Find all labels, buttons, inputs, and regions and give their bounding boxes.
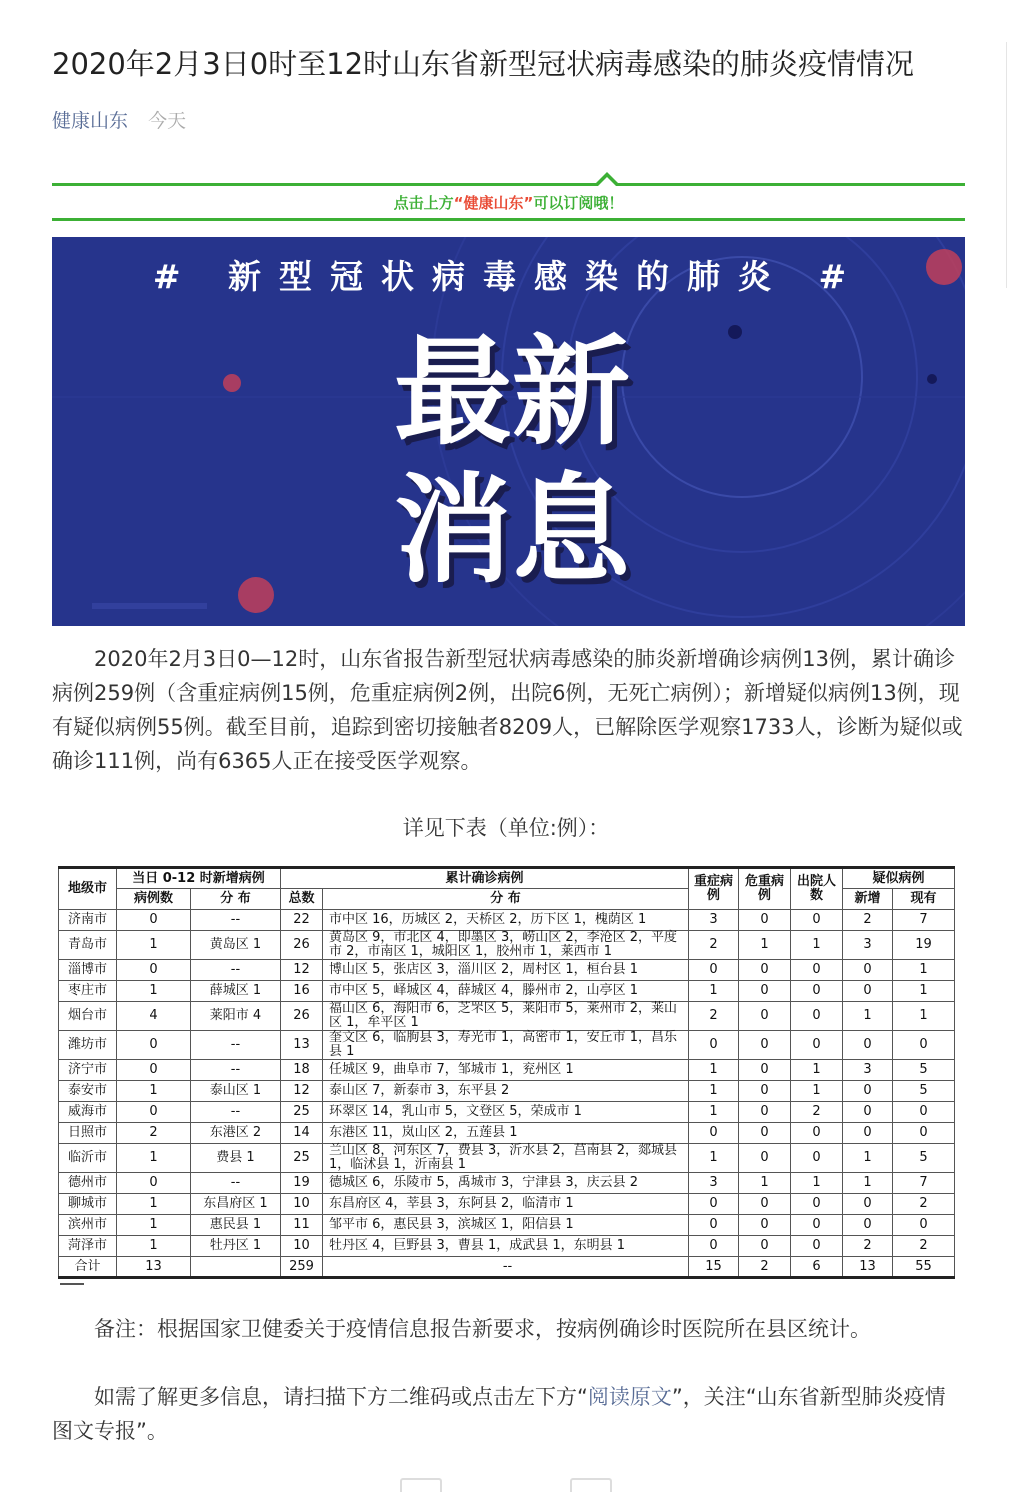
row-critical: 1 bbox=[739, 1173, 791, 1194]
row-suspect-new: 13 bbox=[843, 1257, 893, 1278]
row-cumulative-total: 18 bbox=[281, 1060, 323, 1081]
header-severe: 重症病例 bbox=[689, 868, 739, 910]
row-discharged: 2 bbox=[791, 1102, 843, 1123]
row-cumulative-distribution: 环翠区 14，乳山市 5，文登区 5，荣成市 1 bbox=[323, 1102, 689, 1123]
row-suspect-current: 0 bbox=[893, 1031, 955, 1060]
row-new-distribution: 费县 1 bbox=[191, 1144, 281, 1173]
row-cumulative-distribution: 德城区 6，乐陵市 5，禹城市 3，宁津县 3，庆云县 2 bbox=[323, 1173, 689, 1194]
row-suspect-new: 0 bbox=[843, 1081, 893, 1102]
header-suspect-current: 现有 bbox=[893, 889, 955, 910]
row-severe: 0 bbox=[689, 1236, 739, 1257]
row-cumulative-total: 10 bbox=[281, 1236, 323, 1257]
row-suspect-new: 1 bbox=[843, 1002, 893, 1031]
header-new-count: 病例数 bbox=[117, 889, 191, 910]
row-discharged: 0 bbox=[791, 1194, 843, 1215]
author-link[interactable]: 健康山东 bbox=[52, 110, 129, 132]
row-critical: 0 bbox=[739, 960, 791, 981]
row-critical: 0 bbox=[739, 1081, 791, 1102]
row-discharged: 0 bbox=[791, 1215, 843, 1236]
row-severe: 0 bbox=[689, 1215, 739, 1236]
row-new-count: 0 bbox=[117, 1031, 191, 1060]
row-critical: 0 bbox=[739, 1102, 791, 1123]
banner-image bbox=[52, 237, 965, 626]
row-new-count: 1 bbox=[117, 981, 191, 1002]
row-cumulative-total: 25 bbox=[281, 1102, 323, 1123]
row-suspect-new: 0 bbox=[843, 960, 893, 981]
row-suspect-new: 2 bbox=[843, 910, 893, 931]
row-cumulative-distribution: 任城区 9，曲阜市 7，邹城市 1，兖州区 1 bbox=[323, 1060, 689, 1081]
table-row bbox=[59, 1102, 955, 1123]
row-suspect-new: 0 bbox=[843, 1194, 893, 1215]
row-severe: 1 bbox=[689, 981, 739, 1002]
row-severe: 1 bbox=[689, 1144, 739, 1173]
row-cumulative-distribution: 奎文区 6，临朐县 3，寿光市 1，高密市 1，安丘市 1，昌乐县 1 bbox=[323, 1031, 689, 1060]
row-suspect-new: 1 bbox=[843, 1173, 893, 1194]
row-new-distribution: 惠民县 1 bbox=[191, 1215, 281, 1236]
table-row bbox=[59, 931, 955, 960]
row-suspect-new: 1 bbox=[843, 1144, 893, 1173]
row-cumulative-distribution: 博山区 5，张店区 3，淄川区 2，周村区 1，桓台县 1 bbox=[323, 960, 689, 981]
note-paragraph: 备注：根据国家卫健委关于疫情信息报告新要求，按病例确诊时医院所在县区统计。 bbox=[94, 1317, 871, 1341]
row-cumulative-total: 22 bbox=[281, 910, 323, 931]
row-critical: 0 bbox=[739, 910, 791, 931]
header-cumulative-group: 累计确诊病例 bbox=[281, 868, 689, 889]
row-city: 青岛市 bbox=[59, 931, 117, 960]
banner-title-line2: 消息 bbox=[393, 461, 630, 599]
row-new-count: 1 bbox=[117, 1215, 191, 1236]
case-table bbox=[58, 866, 955, 1279]
row-new-count: 0 bbox=[117, 1173, 191, 1194]
row-suspect-current: 5 bbox=[893, 1060, 955, 1081]
row-city: 聊城市 bbox=[59, 1194, 117, 1215]
row-suspect-new: 3 bbox=[843, 931, 893, 960]
publish-date: 今天 bbox=[148, 110, 187, 132]
row-cumulative-distribution: 东昌府区 4，莘县 3，东阿县 2，临清市 1 bbox=[323, 1194, 689, 1215]
row-cumulative-total: 13 bbox=[281, 1031, 323, 1060]
row-severe: 0 bbox=[689, 1194, 739, 1215]
row-discharged: 0 bbox=[791, 1123, 843, 1144]
row-suspect-new: 3 bbox=[843, 1060, 893, 1081]
row-city: 泰安市 bbox=[59, 1081, 117, 1102]
row-severe: 0 bbox=[689, 1031, 739, 1060]
table-row bbox=[59, 1123, 955, 1144]
header-cumulative-total: 总数 bbox=[281, 889, 323, 910]
table-row bbox=[59, 1081, 955, 1102]
table-row bbox=[59, 1236, 955, 1257]
table-row bbox=[59, 1002, 955, 1031]
row-city: 烟台市 bbox=[59, 1002, 117, 1031]
row-new-count: 0 bbox=[117, 1060, 191, 1081]
row-new-distribution: -- bbox=[191, 1060, 281, 1081]
row-critical: 0 bbox=[739, 1144, 791, 1173]
row-new-count: 1 bbox=[117, 1081, 191, 1102]
row-cumulative-total: 14 bbox=[281, 1123, 323, 1144]
row-new-distribution: -- bbox=[191, 960, 281, 981]
table-row bbox=[59, 1144, 955, 1173]
row-new-distribution: 牡丹区 1 bbox=[191, 1236, 281, 1257]
table-row bbox=[59, 1173, 955, 1194]
row-cumulative-total: 12 bbox=[281, 960, 323, 981]
row-discharged: 0 bbox=[791, 910, 843, 931]
row-suspect-current: 0 bbox=[893, 1215, 955, 1236]
row-city: 济南市 bbox=[59, 910, 117, 931]
row-discharged: 0 bbox=[791, 960, 843, 981]
more-info-paragraph: 如需了解更多信息，请扫描下方二维码或点击左下方“阅读原文”，关注“山东省新型肺炎疫情图文专报”。 bbox=[52, 1385, 946, 1443]
banner-heading: # 新型冠状病毒感染的肺炎 # bbox=[152, 257, 865, 296]
row-suspect-current: 55 bbox=[893, 1257, 955, 1278]
row-cumulative-distribution: -- bbox=[323, 1257, 689, 1278]
row-new-distribution: -- bbox=[191, 1031, 281, 1060]
row-suspect-current: 5 bbox=[893, 1144, 955, 1173]
row-suspect-current: 1 bbox=[893, 960, 955, 981]
row-new-distribution: -- bbox=[191, 910, 281, 931]
row-suspect-current: 2 bbox=[893, 1194, 955, 1215]
row-city: 合计 bbox=[59, 1257, 117, 1278]
article-meta bbox=[52, 106, 186, 133]
row-critical: 0 bbox=[739, 1215, 791, 1236]
row-suspect-current: 7 bbox=[893, 1173, 955, 1194]
row-city: 临沂市 bbox=[59, 1144, 117, 1173]
row-severe: 1 bbox=[689, 1060, 739, 1081]
row-discharged: 0 bbox=[791, 981, 843, 1002]
row-suspect-new: 0 bbox=[843, 1215, 893, 1236]
header-city: 地级市 bbox=[59, 868, 117, 910]
table-row bbox=[59, 981, 955, 1002]
subscribe-divider-top bbox=[52, 183, 965, 186]
row-new-count: 2 bbox=[117, 1123, 191, 1144]
row-cumulative-total: 12 bbox=[281, 1081, 323, 1102]
row-suspect-current: 0 bbox=[893, 1123, 955, 1144]
table-row bbox=[59, 910, 955, 931]
row-cumulative-total: 16 bbox=[281, 981, 323, 1002]
row-suspect-current: 2 bbox=[893, 1236, 955, 1257]
row-severe: 3 bbox=[689, 1173, 739, 1194]
row-cumulative-total: 25 bbox=[281, 1144, 323, 1173]
row-new-distribution: -- bbox=[191, 1102, 281, 1123]
table-row bbox=[59, 1060, 955, 1081]
row-discharged: 0 bbox=[791, 1144, 843, 1173]
row-cumulative-distribution: 福山区 6，海阳市 6，芝罘区 5，莱阳市 5，莱州市 2，莱山区 1，牟平区 1 bbox=[323, 1002, 689, 1031]
row-cumulative-distribution: 牡丹区 4，巨野县 3，曹县 1，成武县 1，东明县 1 bbox=[323, 1236, 689, 1257]
row-cumulative-total: 11 bbox=[281, 1215, 323, 1236]
row-new-count: 1 bbox=[117, 1236, 191, 1257]
table-row bbox=[59, 1215, 955, 1236]
row-new-count: 1 bbox=[117, 931, 191, 960]
row-cumulative-distribution: 黄岛区 9，市北区 4，即墨区 3，崂山区 2，李沧区 2，平度市 2，市南区 1，城阳区 1，胶州市 1，莱西市 1 bbox=[323, 931, 689, 960]
row-suspect-new: 2 bbox=[843, 1236, 893, 1257]
header-critical: 危重病例 bbox=[739, 868, 791, 910]
row-critical: 0 bbox=[739, 1194, 791, 1215]
table-row bbox=[59, 1194, 955, 1215]
row-severe: 0 bbox=[689, 1123, 739, 1144]
row-new-distribution: 泰山区 1 bbox=[191, 1081, 281, 1102]
row-cumulative-distribution: 兰山区 8，河东区 7，费县 3，沂水县 2，莒南县 2，郯城县 1，临沭县 1，沂南县 1 bbox=[323, 1144, 689, 1173]
row-cumulative-distribution: 邹平市 6，惠民县 3，滨城区 1，阳信县 1 bbox=[323, 1215, 689, 1236]
row-cumulative-total: 259 bbox=[281, 1257, 323, 1278]
header-suspect-new: 新增 bbox=[843, 889, 893, 910]
row-suspect-new: 0 bbox=[843, 981, 893, 1002]
qr-code-preview bbox=[400, 1478, 612, 1492]
row-new-distribution: -- bbox=[191, 1173, 281, 1194]
case-table-body bbox=[59, 910, 955, 1278]
row-severe: 3 bbox=[689, 910, 739, 931]
header-cumulative-distribution: 分 布 bbox=[323, 889, 689, 910]
row-cumulative-total: 10 bbox=[281, 1194, 323, 1215]
row-new-count: 0 bbox=[117, 1102, 191, 1123]
row-discharged: 0 bbox=[791, 1236, 843, 1257]
row-critical: 0 bbox=[739, 1236, 791, 1257]
subscribe-divider-bottom bbox=[52, 218, 965, 221]
header-new-distribution: 分 布 bbox=[191, 889, 281, 910]
row-critical: 1 bbox=[739, 931, 791, 960]
header-suspect-group: 疑似病例 bbox=[843, 868, 955, 889]
row-severe: 15 bbox=[689, 1257, 739, 1278]
row-new-count: 0 bbox=[117, 960, 191, 981]
row-cumulative-distribution: 东港区 11，岚山区 2，五莲县 1 bbox=[323, 1123, 689, 1144]
subscribe-prompt bbox=[52, 172, 965, 224]
row-suspect-new: 0 bbox=[843, 1123, 893, 1144]
row-new-count: 4 bbox=[117, 1002, 191, 1031]
row-critical: 0 bbox=[739, 1123, 791, 1144]
row-discharged: 0 bbox=[791, 1002, 843, 1031]
row-new-count: 1 bbox=[117, 1194, 191, 1215]
row-new-distribution bbox=[191, 1257, 281, 1278]
row-city: 济宁市 bbox=[59, 1060, 117, 1081]
row-critical: 0 bbox=[739, 981, 791, 1002]
row-suspect-current: 1 bbox=[893, 1002, 955, 1031]
banner-title-line1: 最新 bbox=[393, 323, 630, 461]
table-row bbox=[59, 1031, 955, 1060]
subscribe-text: 点击上方“健康山东”可以订阅哦！ bbox=[393, 194, 624, 212]
row-severe: 2 bbox=[689, 1002, 739, 1031]
row-discharged: 0 bbox=[791, 1031, 843, 1060]
row-suspect-current: 7 bbox=[893, 910, 955, 931]
subscribe-account-name: “健康山东” bbox=[453, 194, 534, 212]
header-discharged: 出院人数 bbox=[791, 868, 843, 910]
article-title: 2020年2月3日0时至12时山东省新型冠状病毒感染的肺炎疫情情况 bbox=[52, 47, 915, 81]
row-cumulative-total: 26 bbox=[281, 931, 323, 960]
row-suspect-current: 19 bbox=[893, 931, 955, 960]
row-suspect-new: 0 bbox=[843, 1102, 893, 1123]
read-original-link[interactable]: 阅读原文 bbox=[587, 1385, 672, 1409]
row-severe: 0 bbox=[689, 960, 739, 981]
row-cumulative-total: 19 bbox=[281, 1173, 323, 1194]
row-suspect-current: 5 bbox=[893, 1081, 955, 1102]
row-discharged: 1 bbox=[791, 1173, 843, 1194]
row-new-distribution: 薛城区 1 bbox=[191, 981, 281, 1002]
row-cumulative-total: 26 bbox=[281, 1002, 323, 1031]
row-suspect-current: 1 bbox=[893, 981, 955, 1002]
row-city: 菏泽市 bbox=[59, 1236, 117, 1257]
row-discharged: 1 bbox=[791, 1081, 843, 1102]
row-critical: 2 bbox=[739, 1257, 791, 1278]
row-new-count: 1 bbox=[117, 1144, 191, 1173]
table-total-row bbox=[59, 1257, 955, 1278]
row-city: 滨州市 bbox=[59, 1215, 117, 1236]
row-city: 潍坊市 bbox=[59, 1031, 117, 1060]
row-discharged: 6 bbox=[791, 1257, 843, 1278]
row-new-distribution: 莱阳市 4 bbox=[191, 1002, 281, 1031]
row-city: 枣庄市 bbox=[59, 981, 117, 1002]
row-discharged: 1 bbox=[791, 1060, 843, 1081]
row-city: 日照市 bbox=[59, 1123, 117, 1144]
row-severe: 1 bbox=[689, 1102, 739, 1123]
table-row bbox=[59, 960, 955, 981]
table-footnote-mark bbox=[60, 1283, 84, 1285]
row-new-count: 0 bbox=[117, 910, 191, 931]
row-new-distribution: 东港区 2 bbox=[191, 1123, 281, 1144]
row-critical: 0 bbox=[739, 1002, 791, 1031]
row-critical: 0 bbox=[739, 1031, 791, 1060]
row-suspect-current: 0 bbox=[893, 1102, 955, 1123]
row-suspect-new: 0 bbox=[843, 1031, 893, 1060]
row-city: 淄博市 bbox=[59, 960, 117, 981]
case-table-image bbox=[58, 866, 954, 1285]
table-caption: 详见下表（单位:例）： bbox=[402, 816, 610, 840]
scrollbar[interactable] bbox=[1006, 42, 1012, 288]
summary-paragraph: 2020年2月3日0—12时，山东省报告新型冠状病毒感染的肺炎新增确诊病例13例，累计确诊病例259例（含重症病例15例，危重症病例2例，出院6例，无死亡病例）；新增疑似病例13例，现有疑似病例55例。截至目前，追踪到密切接触者8209人，已解除医学观察1733人，诊断为疑似或确诊111例，尚有6365人正在接受医学观察。 bbox=[52, 647, 963, 773]
row-severe: 2 bbox=[689, 931, 739, 960]
row-discharged: 1 bbox=[791, 931, 843, 960]
row-new-distribution: 东昌府区 1 bbox=[191, 1194, 281, 1215]
row-city: 威海市 bbox=[59, 1102, 117, 1123]
row-cumulative-distribution: 市中区 16，历城区 2，天桥区 2，历下区 1，槐荫区 1 bbox=[323, 910, 689, 931]
row-new-distribution: 黄岛区 1 bbox=[191, 931, 281, 960]
row-city: 德州市 bbox=[59, 1173, 117, 1194]
header-new-group: 当日 0-12 时新增病例 bbox=[117, 868, 281, 889]
row-cumulative-distribution: 市中区 5，峄城区 4，薛城区 4，滕州市 2，山亭区 1 bbox=[323, 981, 689, 1002]
row-new-count: 13 bbox=[117, 1257, 191, 1278]
row-severe: 1 bbox=[689, 1081, 739, 1102]
row-cumulative-distribution: 泰山区 7，新泰市 3，东平县 2 bbox=[323, 1081, 689, 1102]
row-critical: 0 bbox=[739, 1060, 791, 1081]
